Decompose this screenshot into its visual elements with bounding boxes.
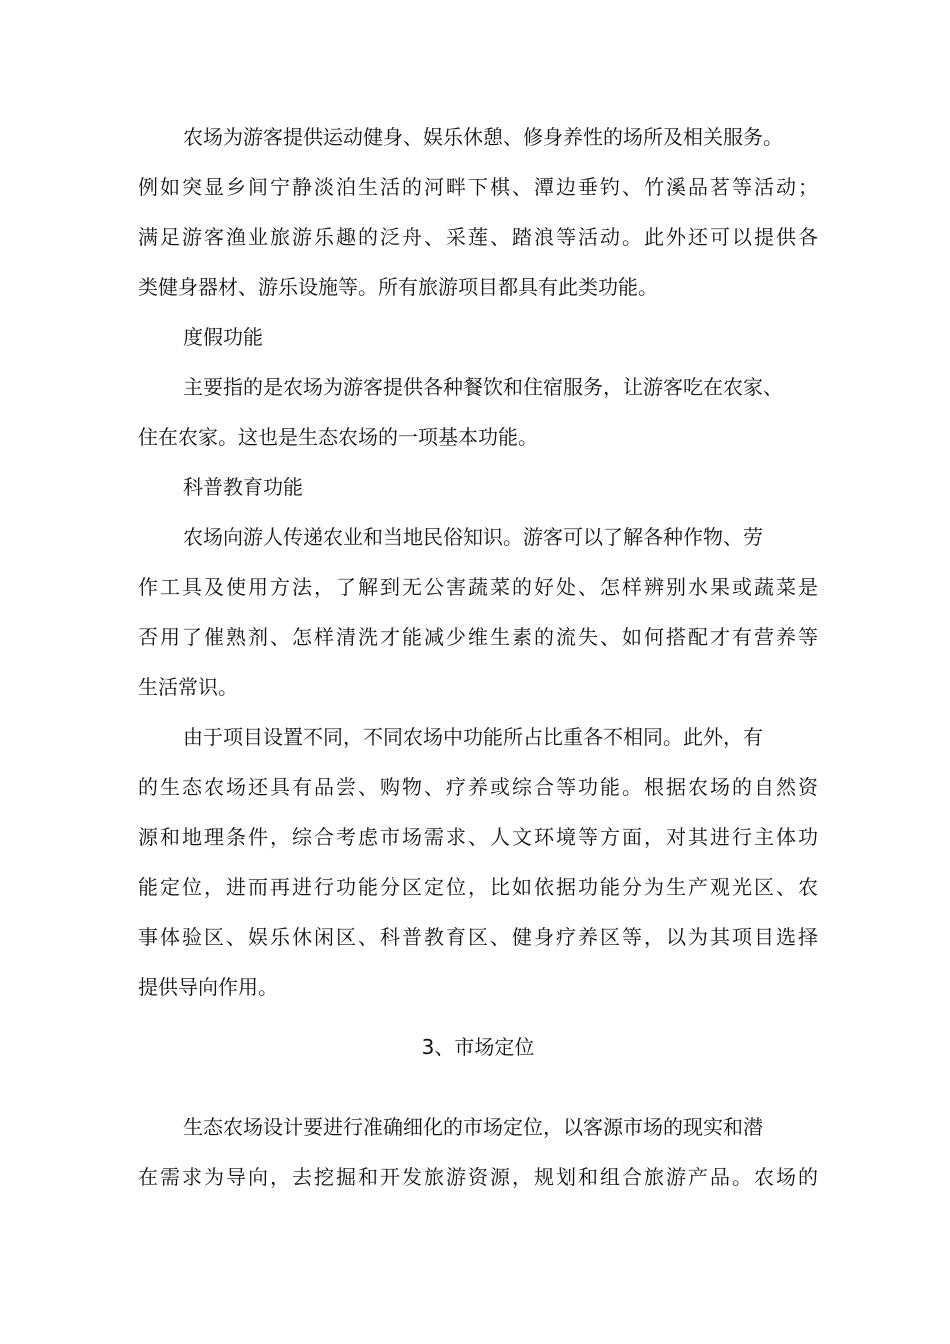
- paragraph-line: 生活常识。: [138, 675, 238, 699]
- paragraph-line: 源和地理条件，综合考虑市场需求、人文环境等方面，对其进行主体功: [138, 825, 818, 849]
- paragraph-line: 主要指的是农场为游客提供各种餐饮和住宿服务，让游客吃在农家、: [183, 375, 783, 399]
- paragraph-line: 否用了催熟剂、怎样清洗才能减少维生素的流失、如何搭配才有营养等: [138, 625, 818, 649]
- paragraph-line: 农场为游客提供运动健身、娱乐休憩、修身养性的场所及相关服务。: [183, 125, 783, 149]
- paragraph-line: 在需求为导向，去挖掘和开发旅游资源，规划和组合旅游产品。农场的: [138, 1165, 818, 1189]
- paragraph-line: 由于项目设置不同，不同农场中功能所占比重各不相同。此外，有: [183, 725, 763, 749]
- document-page: [138, 112, 818, 1202]
- paragraph-line: 住在农家。这也是生态农场的一项基本功能。: [138, 425, 538, 449]
- paragraph-line: 类健身器材、游乐设施等。所有旅游项目都具有此类功能。: [138, 275, 658, 299]
- section-heading-vacation: 度假功能: [183, 325, 263, 349]
- paragraph-line: 事体验区、娱乐休闲区、科普教育区、健身疗养区等，以为其项目选择: [138, 925, 818, 949]
- section-heading-market: 3、市场定位: [421, 1035, 535, 1059]
- paragraph-line: 农场向游人传递农业和当地民俗知识。游客可以了解各种作物、劳: [183, 525, 763, 549]
- paragraph-line: 生态农场设计要进行准确细化的市场定位，以客源市场的现实和潜: [183, 1115, 763, 1139]
- section-heading-education: 科普教育功能: [183, 475, 303, 499]
- paragraph-line: 的生态农场还具有品尝、购物、疗养或综合等功能。根据农场的自然资: [138, 775, 818, 799]
- paragraph-line: 能定位，进而再进行功能分区定位，比如依据功能分为生产观光区、农: [138, 875, 818, 899]
- paragraph-line: 作工具及使用方法，了解到无公害蔬菜的好处、怎样辨别水果或蔬菜是: [138, 575, 818, 599]
- paragraph-line: 例如突显乡间宁静淡泊生活的河畔下棋、潭边垂钓、竹溪品茗等活动；: [138, 175, 818, 199]
- paragraph-line: 满足游客渔业旅游乐趣的泛舟、采莲、踏浪等活动。此外还可以提供各: [138, 225, 818, 249]
- paragraph-line: 提供导向作用。: [138, 975, 278, 999]
